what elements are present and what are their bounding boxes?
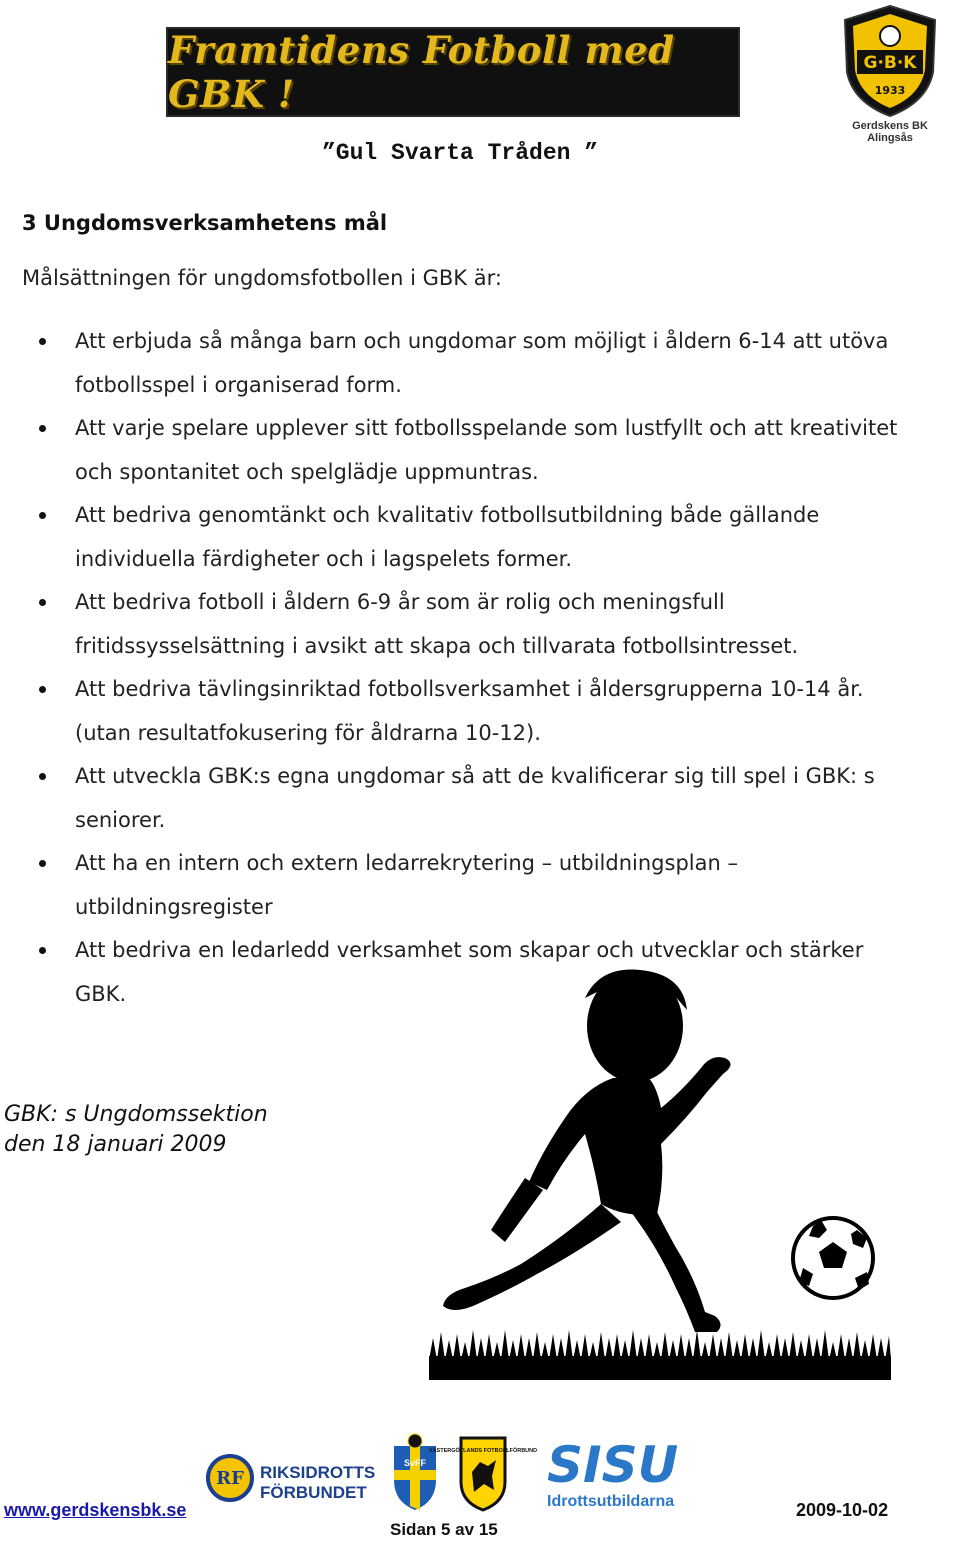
goal-item: Att bedriva fotboll i åldern 6-9 år som är rolig och meningsfull fritidssysselsättning i avsikt att skapa och tillvarata fotbollsintresset. <box>0 581 960 668</box>
goal-item: Att ha en intern och extern ledarrekrytering – utbildningsplan – utbildningsregister <box>0 842 960 929</box>
riksidrottsforbundet-logo <box>204 1432 374 1512</box>
svff-logo <box>390 1432 440 1512</box>
vastergotlands-logo <box>428 1432 538 1512</box>
sisu-name: SISU <box>547 1436 679 1494</box>
section-title: 3 Ungdomsverksamhetens mål <box>22 211 388 235</box>
football-icon <box>793 1218 873 1298</box>
runner-illustration <box>425 968 895 1388</box>
club-name-line2: Alingsås <box>867 132 913 144</box>
footer-date: 2009-10-02 <box>796 1500 889 1520</box>
goal-item: Att bedriva genomtänkt och kvalitativ fotbollsutbildning både gällande individuella färdigheter och i lagspelets former. <box>0 494 960 581</box>
gbk-emblem-icon <box>835 2 945 120</box>
signature-line1: GBK: s Ungdomssektion <box>4 1102 268 1127</box>
rf-line2: FÖRBUNDET <box>260 1483 367 1502</box>
svff-text: SvFF <box>403 1458 427 1468</box>
runner-silhouette-icon <box>443 970 731 1332</box>
emblem-text: G·B·K <box>863 53 917 73</box>
club-logo <box>820 2 960 152</box>
intro-text: Målsättningen för ungdomsfotbollen i GBK är: <box>22 266 502 290</box>
vff-text: VÄSTERGÖTLANDS FOTBOLLFÖRBUND <box>428 1448 538 1454</box>
header-banner <box>166 27 740 117</box>
footer-website-link[interactable]: www.gerdskensbk.se <box>4 1500 187 1520</box>
goal-item: Att erbjuda så många barn och ungdomar som möjligt i åldern 6-14 att utöva fotbollsspel i organiserad form. <box>0 320 960 407</box>
signature <box>4 1100 268 1160</box>
goal-item: Att utveckla GBK:s egna ungdomar så att de kvalificerar sig till spel i GBK: s seniorer. <box>0 755 960 842</box>
footer-page-number: Sidan 5 av 15 <box>390 1520 498 1539</box>
rf-line1: RIKSIDROTTS <box>260 1463 376 1482</box>
sisu-sub: Idrottsutbildarna <box>547 1493 675 1510</box>
goal-item: Att bedriva tävlingsinriktad fotbollsverksamhet i åldersgrupperna 10-14 år. (utan resultatfokusering för åldrarna 10-12). <box>0 668 960 755</box>
signature-line2: den 18 januari 2009 <box>4 1132 227 1157</box>
goal-item: Att bedriva en ledarledd verksamhet som skapar och utvecklar och stärker GBK. <box>0 929 960 1016</box>
sisu-logo <box>545 1432 700 1512</box>
goals-list <box>0 320 960 1016</box>
goal-item: Att varje spelare upplever sitt fotbollsspelande som lustfyllt och att kreativitet och spontanitet och spelglädje uppmuntras. <box>0 407 960 494</box>
tagline: ”Gul Svarta Tråden ” <box>322 140 599 166</box>
grass-icon <box>429 1330 891 1380</box>
club-name-line1: Gerdskens BK <box>852 120 928 132</box>
banner-title: Framtidens Fotboll med GBK ! <box>168 28 675 116</box>
emblem-year: 1933 <box>874 84 906 97</box>
svg-text:RF: RF <box>216 1468 244 1489</box>
